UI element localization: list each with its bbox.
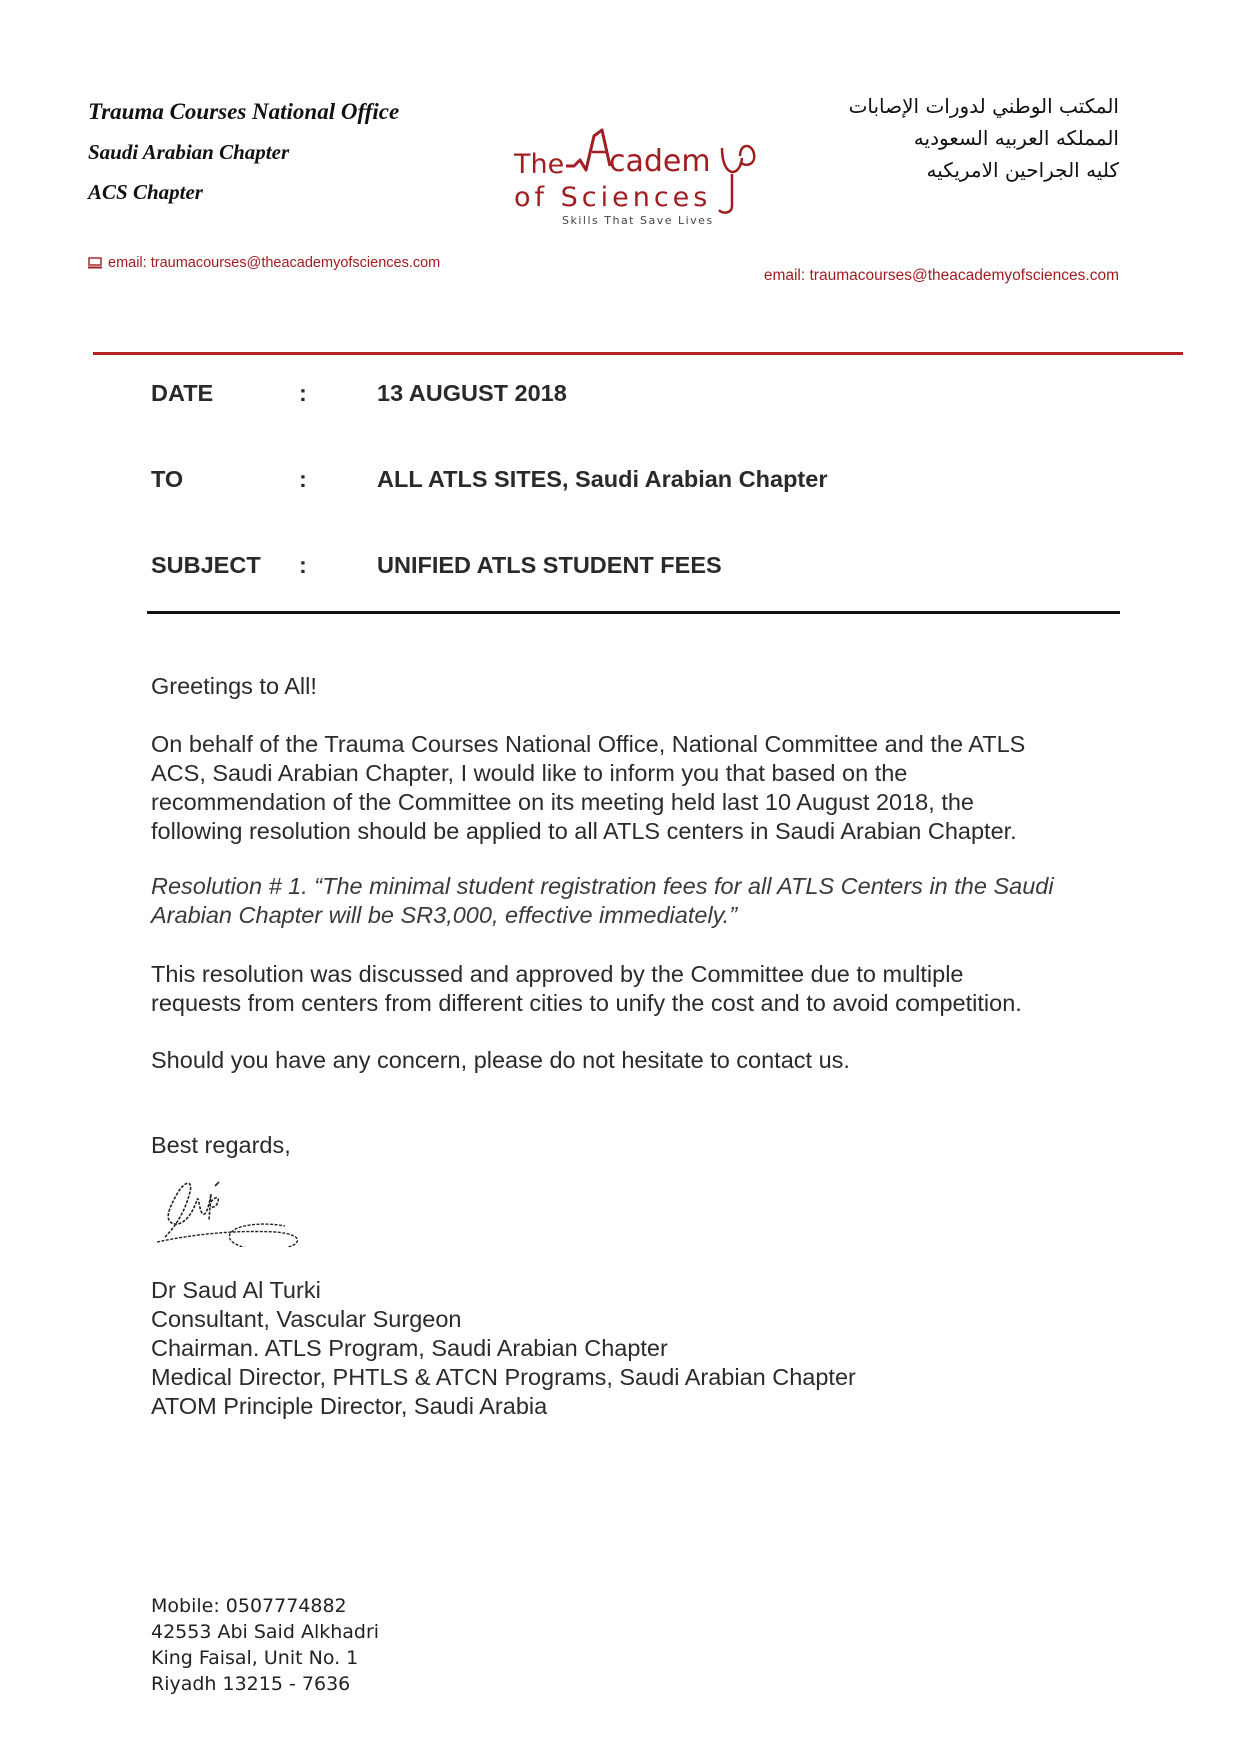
heartbeat-a-icon <box>566 130 610 170</box>
header-divider <box>93 352 1183 355</box>
org-line-acs: ACS Chapter <box>88 180 203 204</box>
signatory-title: Medical Director, PHTLS & ATCN Programs, Saudi Arabian Chapter <box>151 1364 856 1390</box>
to-label: TO <box>151 466 184 492</box>
signatory-title: ATOM Principle Director, Saudi Arabia <box>151 1393 548 1419</box>
stethoscope-icon <box>722 146 754 172</box>
contact-address <box>151 1593 379 1697</box>
mobile-number: Mobile: 0507774882 <box>151 1595 347 1617</box>
email-left <box>88 255 440 271</box>
email-left-text[interactable]: email: traumacourses@theacademyofsciences.com <box>108 255 441 271</box>
org-name-english <box>88 92 399 212</box>
signatory-title: Chairman. ATLS Program, Saudi Arabian Chapter <box>151 1335 668 1361</box>
logo-tagline: Skills That Save Lives <box>562 214 714 227</box>
date-value: 13 AUGUST 2018 <box>377 380 567 406</box>
email-right[interactable]: email: traumacourses@theacademyofsciences.com <box>763 267 1119 284</box>
closing: Best regards, <box>151 1132 291 1158</box>
org-name-arabic <box>849 90 1119 186</box>
logo-word-the: The <box>514 149 565 180</box>
paragraph-intro <box>151 730 1136 846</box>
address-line: King Faisal, Unit No. 1 <box>151 1647 359 1669</box>
logo-word-academy: cadem <box>609 144 711 179</box>
academy-logo <box>514 118 774 233</box>
logo-word-of-sciences: of Sciences <box>514 182 712 213</box>
resolution-line: Arabian Chapter will be SR3,000, effective immediately.” <box>151 902 738 928</box>
handwritten-signature <box>155 1172 310 1247</box>
org-line-office: Trauma Courses National Office <box>88 99 400 124</box>
date-label: DATE <box>151 380 214 406</box>
address-line: 42553 Abi Said Alkhadri <box>151 1621 380 1643</box>
computer-icon <box>88 257 102 269</box>
resolution <box>151 872 1136 930</box>
arabic-line-office: المكتب الوطني لدورات الإصابات <box>848 94 1119 118</box>
to-value: ALL ATLS SITES, Saudi Arabian Chapter <box>377 466 828 492</box>
paragraph-line: recommendation of the Committee on its meeting held last 10 August 2018, the <box>151 789 974 815</box>
date-separator: : <box>299 380 307 406</box>
paragraph-line: following resolution should be applied to all ATLS centers in Saudi Arabian Chapter. <box>151 818 1017 844</box>
address-line: Riyadh 13215 - 7636 <box>151 1673 351 1695</box>
stethoscope-tube <box>719 174 732 213</box>
paragraph-line: requests from centers from different cities to unify the cost and to avoid competition. <box>151 990 1022 1016</box>
meta-divider <box>147 611 1120 614</box>
signatory-block <box>151 1276 856 1421</box>
paragraph-discussion <box>151 960 1136 1018</box>
greeting: Greetings to All! <box>151 673 317 699</box>
paragraph-contact: Should you have any concern, please do not hesitate to contact us. <box>151 1047 850 1073</box>
paragraph-line: ACS, Saudi Arabian Chapter, I would like to inform you that based on the <box>151 760 908 786</box>
academy-logo-graphic <box>514 118 774 233</box>
to-separator: : <box>299 466 307 492</box>
arabic-line-college: كليه الجراحين الامريكيه <box>926 158 1119 182</box>
org-line-chapter: Saudi Arabian Chapter <box>88 140 290 164</box>
paragraph-line: On behalf of the Trauma Courses National Office, National Committee and the ATLS <box>151 731 1026 757</box>
subject-separator: : <box>299 552 307 578</box>
signatory-name: Dr Saud Al Turki <box>151 1277 321 1303</box>
subject-label: SUBJECT <box>151 552 261 578</box>
arabic-line-kingdom: المملكه العربيه السعوديه <box>913 126 1119 150</box>
resolution-line: Resolution # 1. “The minimal student registration fees for all ATLS Centers in the Saudi <box>151 873 1054 899</box>
signatory-title: Consultant, Vascular Surgeon <box>151 1306 462 1332</box>
paragraph-line: This resolution was discussed and approved by the Committee due to multiple <box>151 961 964 987</box>
subject-value: UNIFIED ATLS STUDENT FEES <box>377 552 722 578</box>
